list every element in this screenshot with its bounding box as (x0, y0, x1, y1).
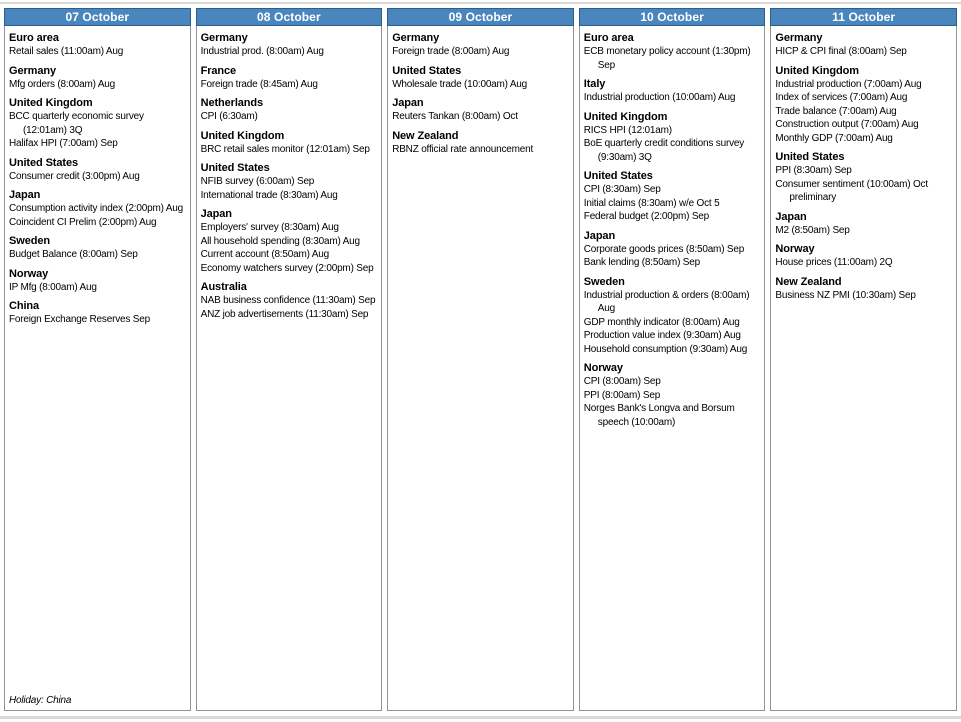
country-group (9, 299, 188, 327)
event-item: Coincident CI Prelim (2:00pm) Aug (9, 216, 157, 228)
country-name: Japan (392, 97, 424, 109)
country-group (775, 210, 954, 238)
country-name: United States (9, 156, 78, 169)
country-name: Japan (583, 229, 616, 242)
country-name: Germany (200, 32, 248, 44)
country-group (775, 64, 954, 146)
country-group (201, 64, 380, 92)
country-group (584, 110, 763, 165)
country-name: France (200, 64, 237, 77)
country-name: Euro area (9, 32, 59, 44)
day-events-body (770, 26, 957, 711)
country-name: New Zealand (775, 275, 842, 288)
day-header: 08 October (196, 8, 383, 26)
event-item: Consumer credit (3:00pm) Aug (9, 170, 140, 182)
country-group (775, 150, 954, 205)
country-name: Germany (775, 32, 823, 44)
day-events-body (4, 26, 191, 711)
event-item: House prices (11:00am) 2Q (775, 257, 893, 268)
country-group (584, 275, 763, 357)
event-item: Consumer sentiment (10:00am) Oct preliminary (775, 178, 928, 203)
event-item: RBNZ official rate announcement (392, 143, 534, 155)
event-item: M2 (8:50am) Sep (775, 224, 850, 236)
country-group (584, 361, 763, 429)
event-item: Corporate goods prices (8:50am) Sep (583, 243, 745, 255)
event-item: Monthly GDP (7:00am) Aug (775, 132, 893, 144)
event-item: Retail sales (11:00am) Aug (9, 46, 124, 57)
country-group (9, 188, 188, 229)
country-group (201, 31, 380, 59)
event-item: CPI (6:30am) (200, 111, 258, 122)
country-group (392, 96, 571, 124)
country-group (9, 267, 188, 295)
day-header: 10 October (579, 8, 766, 26)
day-header: 07 October (4, 8, 191, 26)
event-item: HICP & CPI final (8:00am) Sep (775, 46, 907, 57)
country-name: Japan (200, 208, 232, 220)
event-item: BCC quarterly economic survey (12:01am) 3Q (9, 111, 144, 136)
country-name: United Kingdom (583, 110, 668, 123)
event-item: Budget Balance (8:00am) Sep (9, 249, 138, 260)
event-item: ECB monetary policy account (1:30pm) Sep (583, 46, 751, 71)
country-group (392, 31, 571, 59)
holiday-note: Holiday: China (9, 695, 72, 706)
day-events-body (579, 26, 766, 711)
country-name: Australia (200, 281, 247, 293)
day-events-body (196, 26, 383, 711)
event-item: Foreign trade (8:45am) Aug (200, 78, 318, 90)
day-header: 11 October (770, 8, 957, 26)
country-group (201, 207, 380, 275)
country-group (775, 242, 954, 270)
country-name: United Kingdom (775, 64, 859, 77)
event-item: Construction output (7:00am) Aug (775, 119, 919, 130)
top-rule (0, 2, 961, 4)
event-item: Mfg orders (8:00am) Aug (9, 78, 116, 90)
event-item: Employers' survey (8:30am) Aug (200, 222, 339, 233)
event-item: Foreign Exchange Reserves Sep (9, 314, 150, 325)
event-item: NAB business confidence (11:30am) Sep (200, 295, 376, 306)
country-group (9, 31, 188, 59)
country-group (201, 96, 380, 124)
day-events-body (387, 26, 574, 711)
event-item: Industrial production (7:00am) Aug (775, 78, 922, 90)
country-group (201, 129, 380, 157)
event-item: Business NZ PMI (10:30am) Sep (775, 289, 916, 301)
event-item: Industrial production & orders (8:00am) Aug (583, 289, 750, 314)
event-item: Wholesale trade (10:00am) Aug (392, 78, 528, 90)
event-item: International trade (8:30am) Aug (200, 189, 338, 201)
country-group (392, 64, 571, 92)
country-name: China (9, 300, 40, 312)
country-group (392, 129, 571, 157)
event-item: Initial claims (8:30am) w/e Oct 5 (583, 197, 720, 209)
bottom-rule (0, 716, 961, 719)
event-item: Current account (8:50am) Aug (200, 249, 329, 260)
event-item: Industrial prod. (8:00am) Aug (200, 46, 324, 57)
event-item: Trade balance (7:00am) Aug (775, 105, 897, 117)
country-name: Sweden (9, 235, 50, 247)
event-item: BoE quarterly credit conditions survey (9:30am) 3Q (583, 138, 745, 163)
country-group (9, 234, 188, 262)
country-name: United States (775, 151, 845, 163)
day-column (579, 8, 766, 711)
event-item: Federal budget (2:00pm) Sep (583, 211, 710, 222)
event-item: Norges Bank's Longva and Borsum speech (10:00am) (583, 403, 735, 428)
country-group (9, 64, 188, 92)
country-name: Italy (583, 78, 606, 90)
country-name: Japan (9, 189, 41, 201)
calendar-week-grid (4, 8, 957, 711)
event-item: All household spending (8:30am) Aug (200, 235, 360, 247)
country-name: United Kingdom (200, 129, 285, 142)
day-header: 09 October (387, 8, 574, 26)
day-column (770, 8, 957, 711)
day-column (387, 8, 574, 711)
country-name: United States (583, 170, 653, 182)
country-name: United Kingdom (9, 97, 93, 109)
event-item: Economy watchers survey (2:00pm) Sep (200, 262, 374, 274)
country-name: Norway (583, 362, 623, 374)
country-group (584, 169, 763, 224)
day-column (4, 8, 191, 711)
event-item: Reuters Tankan (8:00am) Oct (392, 111, 518, 122)
country-name: New Zealand (392, 129, 459, 142)
event-item: CPI (8:30am) Sep (583, 184, 661, 195)
event-item: IP Mfg (8:00am) Aug (9, 281, 97, 293)
event-item: BRC retail sales monitor (12:01am) Sep (200, 143, 370, 155)
country-name: Sweden (583, 275, 625, 288)
country-group (9, 96, 188, 151)
country-group (584, 229, 763, 270)
event-item: GDP monthly indicator (8:00am) Aug (583, 316, 740, 328)
country-group (775, 31, 954, 59)
event-item: Index of services (7:00am) Aug (775, 92, 908, 103)
country-group (201, 161, 380, 202)
event-item: NFIB survey (6:00am) Sep (200, 176, 315, 187)
country-name: Norway (9, 267, 49, 280)
country-name: Netherlands (200, 97, 264, 109)
event-item: PPI (8:00am) Sep (583, 389, 661, 401)
country-group (9, 156, 188, 184)
event-item: Household consumption (9:30am) Aug (583, 343, 748, 355)
event-item: PPI (8:30am) Sep (775, 165, 852, 176)
event-item: RICS HPI (12:01am) (583, 124, 672, 136)
event-item: Bank lending (8:50am) Sep (583, 257, 700, 268)
event-item: ANZ job advertisements (11:30am) Sep (200, 308, 369, 320)
country-name: Germany (392, 32, 440, 44)
event-item: Consumption activity index (2:00pm) Aug (9, 203, 183, 214)
country-group (584, 31, 763, 72)
country-group (201, 280, 380, 321)
event-item: Foreign trade (8:00am) Aug (392, 46, 510, 57)
country-name: Germany (9, 64, 56, 77)
country-name: United States (392, 64, 462, 77)
event-item: CPI (8:00am) Sep (583, 376, 661, 387)
country-group (584, 77, 763, 105)
country-name: Euro area (583, 32, 634, 44)
day-column (196, 8, 383, 711)
country-name: Japan (775, 210, 807, 223)
event-item: Industrial production (10:00am) Aug (583, 92, 736, 103)
country-name: Norway (775, 243, 815, 255)
event-item: Halifax HPI (7:00am) Sep (9, 138, 118, 149)
country-group (775, 275, 954, 303)
event-item: Production value index (9:30am) Aug (583, 330, 741, 341)
country-name: United States (200, 162, 270, 174)
